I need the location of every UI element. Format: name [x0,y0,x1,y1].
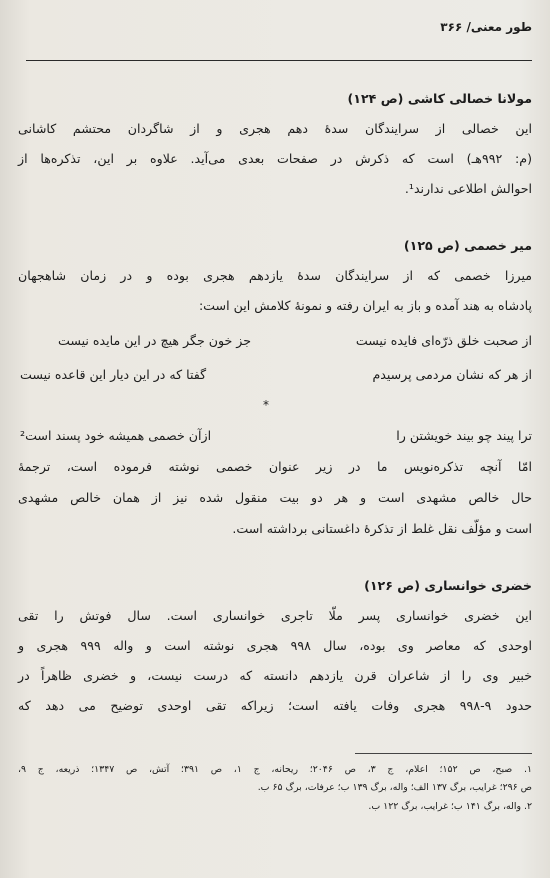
verse-hemistich: گفتا که در این دیار این قاعده نیست [20,367,207,382]
body-line: امّا آنچه تذکره‌نویس ما در زیر عنوان خصمی نوشته فرموده است، ترجمهٔ [18,459,532,474]
footnote-line: ص ۲۹۶؛ غرایب، برگ ۱۳۷ الف؛ واله، برگ ۱۳۹ ب؛ عرفات، برگ ۶۵ ب. [257,782,532,793]
page-header [30,20,532,38]
body-line: این خضری خوانساری پسر ملّا تاجری خوانساری است. سال فوتش را تقی [18,608,532,623]
body-line: حال خالص مشهدی است و هر دو بیت منقول شده نیز از همان خالص مشهدی [18,490,532,505]
body-line: حدود ۹-۹۹۸ هجری وفات یافته است؛ زیراکه تقی اوحدی توضیح می دهد که [18,698,533,713]
section-heading: میر خصمی (ص ۱۲۵) [403,238,532,253]
body-line: میرزا خصمی که از سرایندگان سدهٔ یازدهم هجری بوده و در زمان شاهجهان [18,268,532,283]
body-line: پادشاه به هند آمده و باز به ایران رفته و نمونهٔ کلامش این است: [198,298,532,313]
verse-hemistich: ازآن خصمی همیشه خود پسند است² [20,428,212,443]
verse-hemistich: ترا پیند چو بیند خویشتن را [396,428,532,443]
verse-hemistich: جز خون جگر هیچ در این مایده نیست [58,333,252,348]
footnote-rule [355,753,532,754]
body-line: است و مؤلّف نقل غلط از تذکرهٔ داغستانی برداشته است. [232,521,532,536]
body-line: خبیر وی را از شاعران قرن یازدهم دانسته که درست نیست، و خضری ظاهراً در [18,668,532,683]
body-line: احوالش اطلاعی ندارند¹. [404,181,532,196]
body-line: (م: ۹۹۲هـ) است که ذکرش در صفحات بعدی می‌آید. علاوه بر این، تذکره‌ها از [18,151,532,166]
body-line: این خصالی از سرایندگان سدهٔ دهم هجری و از شاگردان محتشم کاشانی [18,121,532,136]
verse-separator: * [263,398,269,412]
header-rule [26,60,532,61]
verse-hemistich: از صحبت خلق ذرّه‌ای فایده نیست [355,333,532,348]
section-heading: مولانا خصالی کاشی (ص ۱۲۴) [347,91,532,106]
verse-hemistich: از هر که نشان مردمی پرسیدم [372,367,532,382]
body-line: اوحدی که معاصر وی بوده، سال ۹۹۸ هجری نوشته است و واله ۹۹۹ هجری و [18,638,532,653]
section-heading: خضری خوانساری (ص ۱۲۶) [364,578,532,593]
running-head: طور معنی/ ۳۶۶ [440,20,532,34]
footnote-line: ۱. صبح، ص ۱۵۲؛ اعلام، ج ۳، ص ۲۰۴۶؛ ریحانه، ج ۱، ص ۳۹۱؛ آتش، ص ۱۳۴۷؛ ذریعه، ج ۹، [18,764,532,775]
footnote-line: ۲. واله، برگ ۱۴۱ ب؛ غرایب، برگ ۱۲۲ ب. [368,801,532,812]
